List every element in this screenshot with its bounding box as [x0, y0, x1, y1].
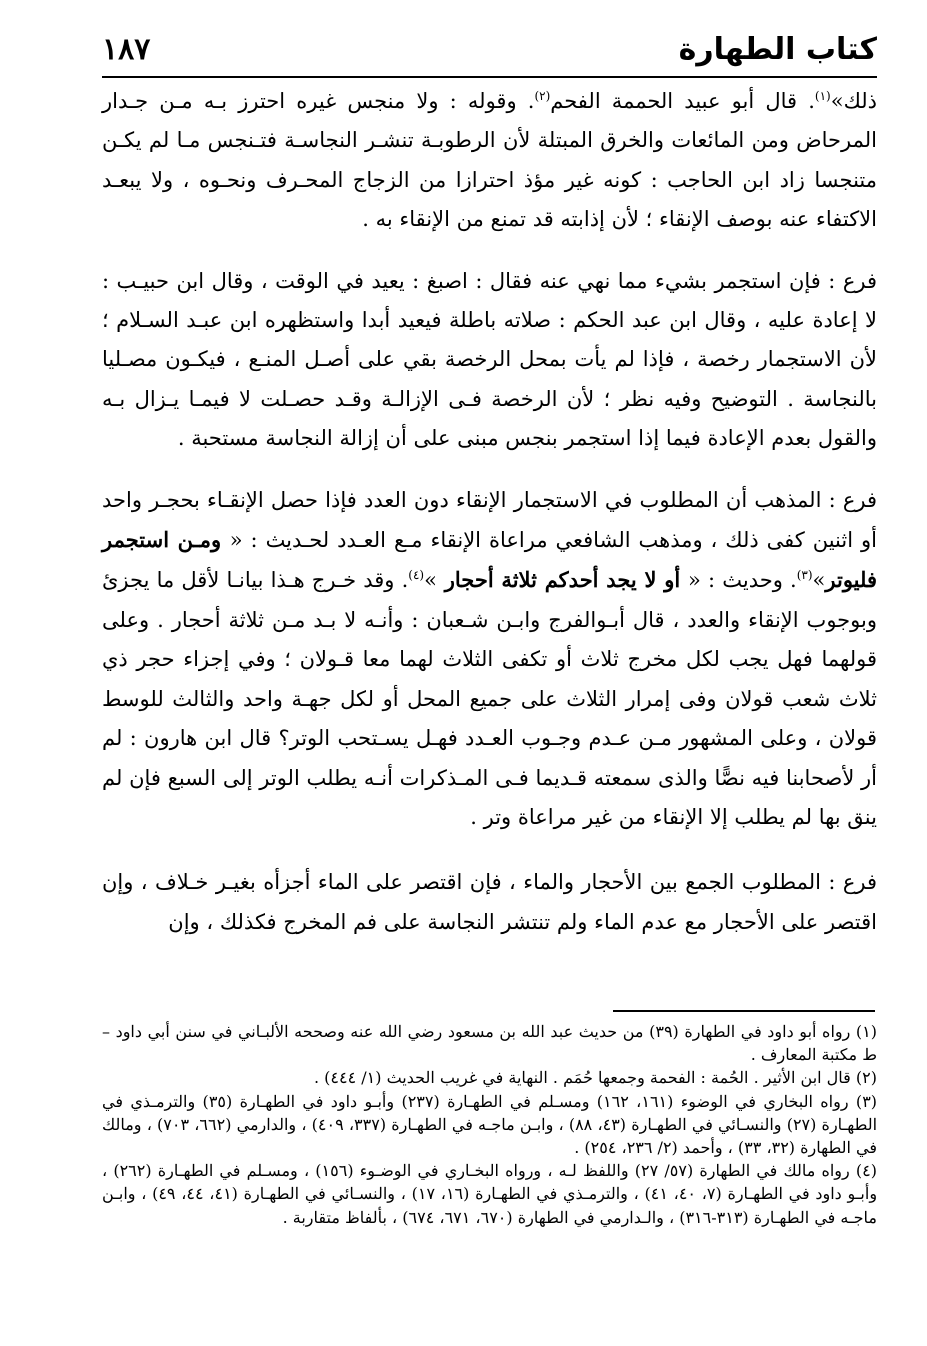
footnote-2: (٢) قال ابن الأثير . الحُمة : الفحمة وجمعها حُمَم . النهاية في غريب الحديث (١/ ٤٤٤) . [313, 1068, 877, 1088]
footnote-ref-2: (٢) [534, 89, 551, 103]
text-run: » [812, 568, 826, 593]
main-text [102, 82, 877, 962]
paragraph-3 [102, 481, 877, 838]
paragraph-2: فرع : فإن استجمر بشيء مما نهي عنه فقال : اصبغ : يعيد في الوقت ، وقال ابن حبيـب : لا إعادة عليه ، وقال ابن عبد الحكم : صلاته باطلة فيعيد أبدا واستظهره ابن عبـد السـلام ؛ لأن الاستجمار رخصة ، فإذا لم يأت بمحل الرخصة بقي على أصـل المنـع ، فيكـون مصـليا بالنجاسة . التوضيح وفيه نظر ؛ لأن الرخصة فـى الإزالـة وقـد حصـلت لا فيمـا يـزال بـه والقول بعدم الإعادة فيما إذا استجمر بنجس مبنى على أن إزالة النجاسة مستحبة . [102, 268, 877, 451]
text-run: . قال أبو عبيد الحممة الفحم [550, 89, 815, 113]
text-run: ذلك» [830, 89, 878, 113]
text-run: . وقوله : ولا منجس غيره احترز بـه مـن جـدار المرحاض ومن المائعات والخرق المبتلة لأن الرطوبـة تنشـر النجاسـة فتـنجس مـا لم يكـن متنجسا زاد ابن الحاجب : كونه غير مؤذ احترازا من الزجاج المحـرف ونحـوه ، ولا يبعـد الاكتفاء عنه بوصف الإنقاء ؛ لأن إذابته قد تمنع من الإنقاء به . [102, 89, 877, 232]
hadith-quote-1: ومـن استجمر فليوتر [102, 527, 877, 593]
footnote-ref-1: (١) [814, 89, 831, 103]
footnote-ref-3: (٣) [796, 568, 813, 583]
footnotes [102, 1020, 877, 1229]
footnote-3: (٣) رواه البخاري في الوضوء (١٦١، ١٦٢) ومسـلم في الطهـارة (٢٣٧) وأبـو داود في الطهـارة (٣٥) والترمـذي في الطهـارة (٢٧) والنسـائي في الطهـارة (٤٣، ٨٨) ، وابـن ماجـه في الطهـارة (٣٣٧، ٤٠٩) ، والدارمي (٦٦٢، ٧٠٣) ، ومالك في الطهارة (٣٢، ٣٣) ، وأحمد (٢/ ٢٣٦، ٢٥٤) . [102, 1091, 878, 1158]
text-run: فرع : المذهب أن المطلوب في الاستجمار الإنقاء دون العدد فإذا حصل الإنقـاء بحجـر واحد أو اثنين كفى ذلك ، ومذهب الشافعي مراعاة الإنقاء مـع العـدد لحـديث : « [102, 487, 877, 553]
footnote-divider [613, 1010, 875, 1012]
paragraph-4: فرع : المطلوب الجمع بين الأحجار والماء ، فإن اقتصر على الماء أجزأه بغيـر خـلاف ، وإن اقتصر على الأحجار مع عدم الماء ولم تنتشر النجاسة على فم المخرج فكذلك ، وإن [102, 870, 877, 934]
hadith-quote-2: أو لا يجد أحدكم ثلاثة أحجار [436, 567, 689, 593]
text-run: » [424, 568, 437, 593]
page-header [102, 30, 877, 78]
text-run: . وقد خـرج هـذا بيانـا لأقل ما يجزئ وبوجوب الإنقاء والعدد ، قال أبـوالفرج وابـن شـعبان : وأنـه لا بـد مـن ثلاثة أحجار . وعلى قولهما فهل يجب لكل مخرج ثلاث أو تكفى الثلاث لهما معا قـولان ؛ وفي إجزاء حجر ذي ثلاث شعب قولان وفى إمرار الثلاث على جميع المحل أو لكل جهـة واحد والثالث للوسط قولان ، وعلى المشهور مـن عـدم وجـوب العـدد فهـل يسـتحب الوتر؟ قال ابن هارون : لم أر لأصحابنا فيه نصًّا والذى سمعته قـديما فـى المـذكرات أنـه يطلب الوتر إلى السبع فإن لم ينق بها لم يطلب إلا الإنقاء من غير مراعاة وتر . [102, 568, 877, 829]
footnote-1: (١) رواه أبو داود في الطهارة (٣٩) من حديث عبد الله بن مسعود رضي الله عنه وصححه الألبـاني في سنن أبي داود – ط مكتبة المعارف . [102, 1022, 878, 1065]
footnote-ref-4: (٤) [408, 568, 425, 583]
paragraph-1 [102, 82, 877, 240]
book-title: كتاب الطهارة [678, 32, 877, 67]
footnote-4: (٤) رواه مالك في الطهارة (٥٧/ ٢٧) واللفظ لـه ، ورواه البخـاري في الوضـوء (١٥٦) ، ومسـلم في الطهـارة (٢٦٢) ، وأبـو داود في الطهـارة (٧، ٤٠، ٤١) ، والترمـذي في الطهـارة (١٦، ١٧) ، والنسـائي في الطهـارة (٤١، ٤٤، ٤٩) ، وابـن ماجـه في الطهـارة (٣١٣-٣١٦) ، والـدارمي في الطهارة (٦٧٠، ٦٧١، ٦٧٤) ، بألفاظ متقاربة . [102, 1161, 878, 1227]
text-run: . وحديث : « [688, 568, 797, 593]
page-number: ١٨٧ [102, 32, 151, 67]
